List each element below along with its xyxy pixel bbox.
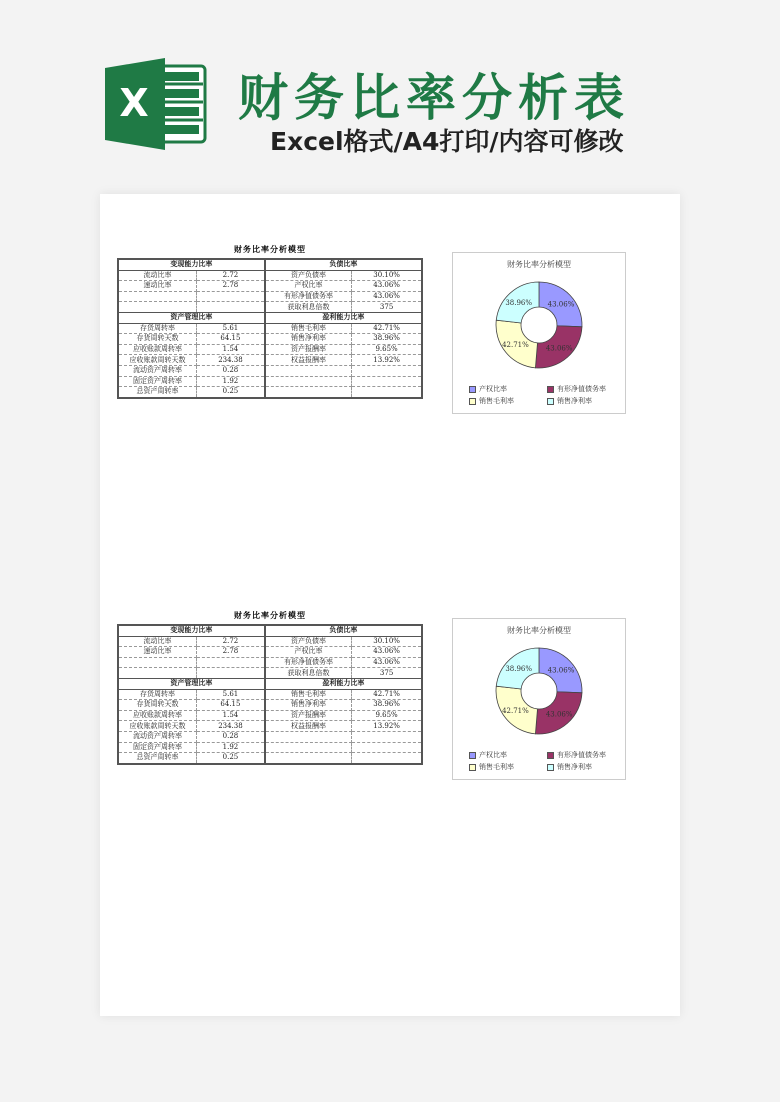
ratio-label xyxy=(265,742,352,753)
svg-text:X: X xyxy=(119,81,149,125)
ratio-label: 存货周转天数 xyxy=(118,334,197,345)
page-title: 财务比率分析表 xyxy=(238,69,630,127)
banner-header xyxy=(0,0,780,190)
section-header-asset-mgmt: 资产管理比率 xyxy=(118,678,265,689)
donut-chart xyxy=(452,252,626,414)
ratio-label: 固定资产周转率 xyxy=(118,742,197,753)
ratio-value: 0.25 xyxy=(197,387,265,398)
ratio-value: 2.72 xyxy=(197,636,265,647)
table-row xyxy=(118,636,422,647)
ratio-label: 应收账款周转率 xyxy=(118,344,197,355)
ratio-value: 1.54 xyxy=(197,344,265,355)
section-header-profitability: 盈利能力比率 xyxy=(265,678,422,689)
ratio-value: 2.72 xyxy=(197,270,265,281)
section-header-liquidity: 变现能力比率 xyxy=(118,259,265,270)
ratio-value: 5.61 xyxy=(197,323,265,334)
ratio-label: 流动比率 xyxy=(118,636,197,647)
ratio-label: 速动比率 xyxy=(118,281,197,292)
ratio-value xyxy=(352,376,422,387)
legend-item xyxy=(469,396,514,406)
legend-item xyxy=(547,384,606,394)
ratio-value xyxy=(352,365,422,376)
ratio-label: 销售毛利率 xyxy=(265,689,352,700)
table-row xyxy=(118,700,422,711)
legend-item xyxy=(469,750,507,760)
ratio-label: 流动资产周转率 xyxy=(118,365,197,376)
section-header-debt: 负债比率 xyxy=(265,625,422,636)
chart-title: 财务比率分析模型 xyxy=(507,626,571,635)
ratio-table xyxy=(117,258,423,399)
legend-swatch xyxy=(469,386,476,393)
slice-data-label: 43.06% xyxy=(547,300,575,309)
ratio-label xyxy=(265,731,352,742)
ratio-value: 30.10% xyxy=(352,270,422,281)
table-row xyxy=(118,365,422,376)
slice-data-label: 38.96% xyxy=(505,664,533,673)
ratio-label: 应收账款周转率 xyxy=(118,710,197,721)
ratio-label: 固定资产周转率 xyxy=(118,376,197,387)
legend-swatch xyxy=(547,764,554,771)
slice-data-label: 38.96% xyxy=(505,298,533,307)
ratio-value: 1.92 xyxy=(197,376,265,387)
legend-swatch xyxy=(547,386,554,393)
ratio-value: 2.78 xyxy=(197,647,265,658)
ratio-value: 43.06% xyxy=(352,291,422,302)
table-row xyxy=(118,334,422,345)
legend-label: 产权比率 xyxy=(479,751,507,759)
legend-label: 有形净值债务率 xyxy=(557,751,606,759)
slice-data-label: 42.71% xyxy=(502,706,529,715)
table-row xyxy=(118,657,422,668)
ratio-value: 9.65% xyxy=(352,344,422,355)
ratio-label: 资产报酬率 xyxy=(265,710,352,721)
table-row xyxy=(118,753,422,764)
slice-data-label: 43.06% xyxy=(545,710,573,719)
table-row xyxy=(118,731,422,742)
ratio-label xyxy=(118,291,197,302)
ratio-value: 234.38 xyxy=(197,355,265,366)
ratio-value: 43.06% xyxy=(352,281,422,292)
ratio-label: 获取利息倍数 xyxy=(265,302,352,313)
ratio-label: 应收账款周转天数 xyxy=(118,355,197,366)
section-header-liquidity: 变现能力比率 xyxy=(118,625,265,636)
ratio-label: 获取利息倍数 xyxy=(265,668,352,679)
legend-label: 销售毛利率 xyxy=(479,763,514,771)
ratio-value xyxy=(197,302,265,313)
ratio-value: 1.92 xyxy=(197,742,265,753)
page-subtitle: Excel格式/A4打印/内容可修改 xyxy=(270,127,624,156)
ratio-label: 总资产周转率 xyxy=(118,387,197,398)
ratio-value: 2.78 xyxy=(197,281,265,292)
ratio-value: 43.06% xyxy=(352,647,422,658)
ratio-value: 64.15 xyxy=(197,334,265,345)
ratio-label: 资产负债率 xyxy=(265,636,352,647)
legend-item xyxy=(469,384,507,394)
legend-swatch xyxy=(547,398,554,405)
table-row xyxy=(118,270,422,281)
ratio-label: 权益报酬率 xyxy=(265,355,352,366)
slice-data-label: 43.06% xyxy=(545,344,573,353)
ratio-label: 流动比率 xyxy=(118,270,197,281)
legend-swatch xyxy=(547,752,554,759)
table-row xyxy=(118,355,422,366)
table-row xyxy=(118,323,422,334)
legend-label: 产权比率 xyxy=(479,385,507,393)
ratio-label xyxy=(118,657,197,668)
table-row xyxy=(118,387,422,398)
ratio-label: 存货周转率 xyxy=(118,323,197,334)
ratio-label: 销售毛利率 xyxy=(265,323,352,334)
ratio-label: 总资产周转率 xyxy=(118,753,197,764)
ratio-value: 0.28 xyxy=(197,365,265,376)
section-header-profitability: 盈利能力比率 xyxy=(265,312,422,323)
ratio-label: 产权比率 xyxy=(265,647,352,658)
ratio-label xyxy=(265,376,352,387)
ratio-value xyxy=(197,657,265,668)
ratio-label: 存货周转天数 xyxy=(118,700,197,711)
section-header-debt: 负债比率 xyxy=(265,259,422,270)
ratio-value: 0.28 xyxy=(197,731,265,742)
table-row xyxy=(118,281,422,292)
ratio-label: 存货周转率 xyxy=(118,689,197,700)
table-row xyxy=(118,668,422,679)
legend-swatch xyxy=(469,764,476,771)
ratio-label xyxy=(265,365,352,376)
legend-swatch xyxy=(469,752,476,759)
table-row xyxy=(118,742,422,753)
table-row xyxy=(118,291,422,302)
table-title: 财务比率分析模型 xyxy=(234,610,306,620)
legend-item xyxy=(469,762,514,772)
ratio-label: 速动比率 xyxy=(118,647,197,658)
ratio-label xyxy=(265,753,352,764)
table-row xyxy=(118,721,422,732)
ratio-label: 资产负债率 xyxy=(265,270,352,281)
table-row xyxy=(118,376,422,387)
ratio-label: 产权比率 xyxy=(265,281,352,292)
ratio-label: 应收账款周转天数 xyxy=(118,721,197,732)
ratio-value: 234.38 xyxy=(197,721,265,732)
legend-item xyxy=(547,396,592,406)
ratio-label: 资产报酬率 xyxy=(265,344,352,355)
ratio-value: 0.25 xyxy=(197,753,265,764)
section-header-asset-mgmt: 资产管理比率 xyxy=(118,312,265,323)
ratio-label xyxy=(265,387,352,398)
ratio-value: 375 xyxy=(352,302,422,313)
ratio-label: 权益报酬率 xyxy=(265,721,352,732)
table-row xyxy=(118,689,422,700)
table-row xyxy=(118,302,422,313)
ratio-value xyxy=(352,387,422,398)
donut-chart xyxy=(452,618,626,780)
legend-item xyxy=(547,750,606,760)
ratio-label: 有形净值债务率 xyxy=(265,657,352,668)
legend-label: 销售净利率 xyxy=(557,763,592,771)
table-title: 财务比率分析模型 xyxy=(234,244,306,254)
ratio-value xyxy=(352,753,422,764)
ratio-block-2 xyxy=(117,610,627,810)
ratio-value: 42.71% xyxy=(352,323,422,334)
legend-label: 销售净利率 xyxy=(557,397,592,405)
ratio-table xyxy=(117,624,423,765)
legend-swatch xyxy=(469,398,476,405)
document-page xyxy=(100,194,680,1016)
ratio-value: 375 xyxy=(352,668,422,679)
chart-title: 财务比率分析模型 xyxy=(507,260,571,269)
ratio-value xyxy=(197,668,265,679)
legend-item xyxy=(547,762,592,772)
ratio-value: 38.96% xyxy=(352,334,422,345)
ratio-value xyxy=(197,291,265,302)
slice-data-label: 43.06% xyxy=(547,666,575,675)
ratio-label: 销售净利率 xyxy=(265,700,352,711)
ratio-value xyxy=(352,731,422,742)
legend-label: 销售毛利率 xyxy=(479,397,514,405)
ratio-label: 有形净值债务率 xyxy=(265,291,352,302)
table-row xyxy=(118,344,422,355)
slice-data-label: 42.71% xyxy=(502,340,529,349)
ratio-label xyxy=(118,302,197,313)
ratio-value: 43.06% xyxy=(352,657,422,668)
ratio-value: 38.96% xyxy=(352,700,422,711)
excel-logo-icon xyxy=(103,58,207,150)
ratio-label: 流动资产周转率 xyxy=(118,731,197,742)
ratio-value: 42.71% xyxy=(352,689,422,700)
ratio-value: 64.15 xyxy=(197,700,265,711)
ratio-label: 销售净利率 xyxy=(265,334,352,345)
ratio-block-1 xyxy=(117,244,627,444)
legend-label: 有形净值债务率 xyxy=(557,385,606,393)
ratio-value: 13.92% xyxy=(352,721,422,732)
ratio-value: 1.54 xyxy=(197,710,265,721)
ratio-value: 5.61 xyxy=(197,689,265,700)
ratio-value: 9.65% xyxy=(352,710,422,721)
ratio-value: 13.92% xyxy=(352,355,422,366)
table-row xyxy=(118,647,422,658)
table-row xyxy=(118,710,422,721)
ratio-value xyxy=(352,742,422,753)
ratio-label xyxy=(118,668,197,679)
ratio-value: 30.10% xyxy=(352,636,422,647)
